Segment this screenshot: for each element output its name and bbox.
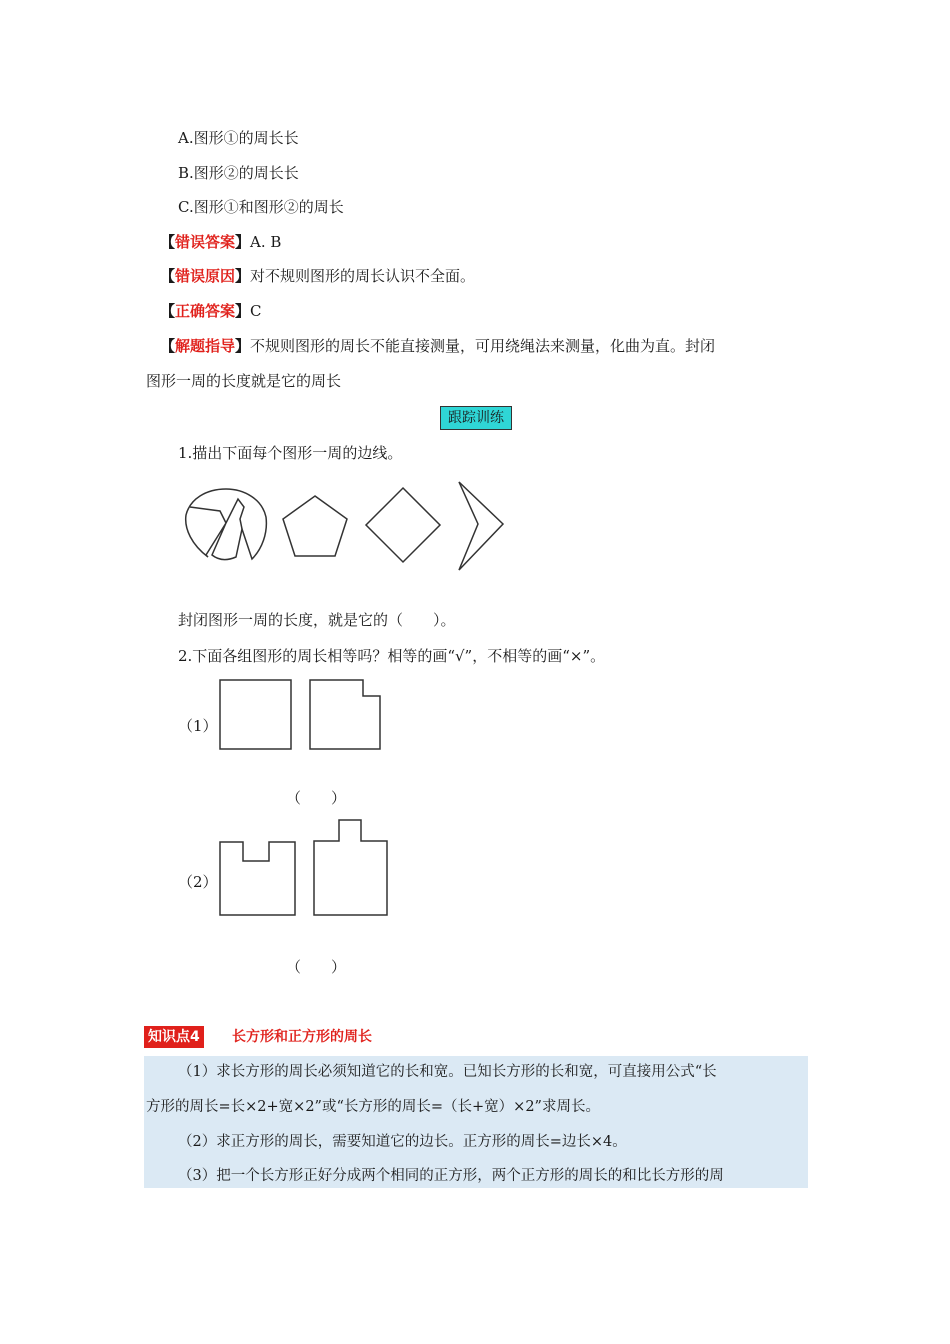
- guidance-line2: 图形一周的长度就是它的周长: [146, 372, 342, 390]
- pentagon-figure: [280, 494, 350, 558]
- group-1-label: （1）: [178, 717, 218, 735]
- fan-shape-figure: [182, 485, 272, 565]
- kp-paragraph-1-line-1: （1）求长方形的周长必须知道它的长和宽。已知长方形的长和宽，可直接用公式“长: [178, 1064, 717, 1080]
- correct-answer-row: 【正确答案】C: [160, 302, 262, 320]
- diamond-figure: [364, 486, 442, 564]
- correct-answer-tag: 正确答案: [175, 302, 236, 320]
- option-b: B.图形②的周长长: [178, 164, 299, 182]
- knowledge-point-tag: 知识点4: [144, 1026, 204, 1048]
- guidance-tag: 解题指导: [175, 337, 236, 355]
- group-2-answer[interactable]: （ ）: [286, 958, 347, 976]
- correct-answer-text: C: [250, 302, 262, 320]
- group-2-label: （2）: [178, 873, 218, 891]
- guidance-row: 【解题指导】不规则图形的周长不能直接测量，可用绕绳法来测量，化曲为直。封闭: [160, 337, 716, 355]
- question-1: 1.描出下面每个图形一周的边线。: [178, 444, 403, 462]
- kp-paragraph-1-line-2: 方形的周长=长×2+宽×2”或“长方形的周长=（长+宽）×2”求周长。: [146, 1099, 600, 1115]
- group-1-notched-square: [309, 679, 383, 751]
- guidance-text: 不规则图形的周长不能直接测量，可用绕绳法来测量，化曲为直。封闭: [250, 337, 716, 355]
- wrong-reason-row: 【错误原因】对不规则图形的周长认识不全面。: [160, 267, 476, 285]
- kp-paragraph-2: （2）求正方形的周长，需要知道它的边长。正方形的周长=边长×4。: [178, 1134, 627, 1150]
- option-c: C.图形①和图形②的周长: [178, 198, 344, 216]
- group-1-answer[interactable]: （ ）: [286, 789, 347, 807]
- knowledge-point-title: 长方形和正方形的周长: [232, 1029, 372, 1045]
- arrowhead-figure: [456, 480, 506, 572]
- practice-heading: 跟踪训练: [440, 406, 512, 430]
- wrong-reason-text: 对不规则图形的周长认识不全面。: [250, 267, 476, 285]
- knowledge-point-box: [144, 1056, 808, 1188]
- group-1-square: [219, 679, 293, 751]
- wrong-answer-tag: 错误答案: [175, 233, 236, 251]
- option-a: A.图形①的周长长: [178, 129, 299, 147]
- group-2-tabbed-shape: [313, 819, 389, 917]
- kp-paragraph-3: （3）把一个长方形正好分成两个相同的正方形，两个正方形的周长的和比长方形的周: [178, 1168, 724, 1184]
- group-2-notched-shape: [219, 841, 297, 917]
- wrong-answer-text: A. B: [250, 233, 282, 251]
- question-2: 2.下面各组图形的周长相等吗？相等的画“√”，不相等的画“×”。: [178, 647, 606, 665]
- wrong-reason-tag: 错误原因: [175, 267, 236, 285]
- question-1-fill: 封闭图形一周的长度，就是它的（ ）。: [178, 611, 456, 629]
- wrong-answer-row: 【错误答案】A. B: [160, 233, 282, 251]
